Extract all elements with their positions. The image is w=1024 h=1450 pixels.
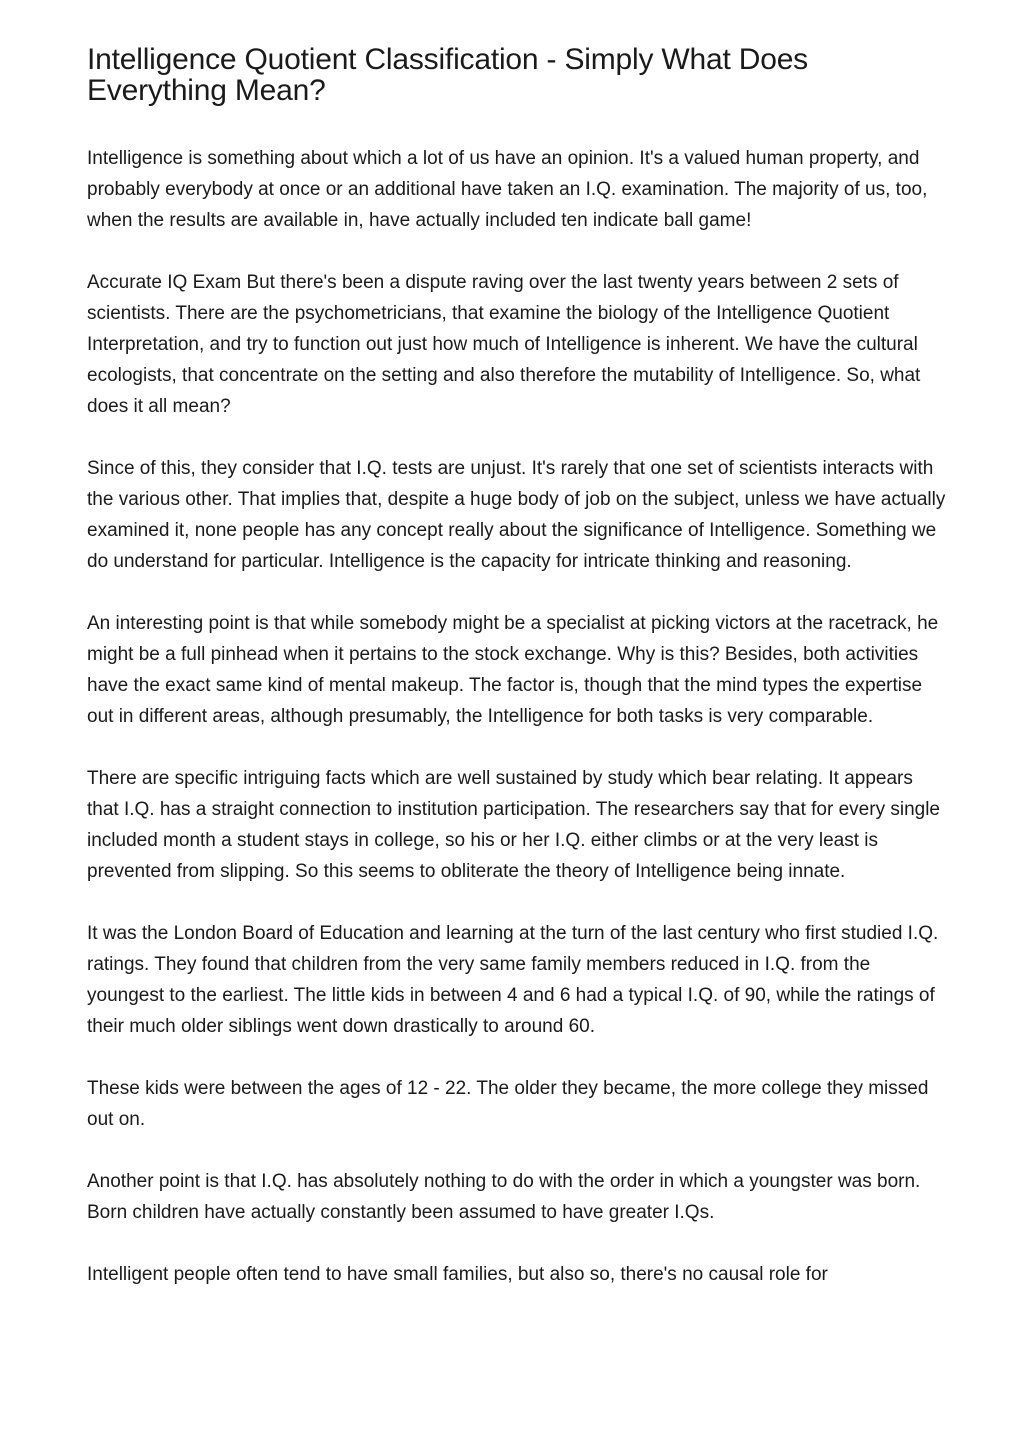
paragraph-7: These kids were between the ages of 12 - 22. The older they became, the more college they missed out on.: [87, 1078, 929, 1130]
paragraph-8: Another point is that I.Q. has absolutely nothing to do with the order in which a youngster was born. Born children have actually constantly been assumed to have greater I.Qs.: [87, 1171, 921, 1223]
document-page: [87, 44, 947, 1321]
paragraph-9: Intelligent people often tend to have small families, but also so, there's no causal role for: [87, 1264, 828, 1285]
paragraph-2: Accurate IQ Exam But there's been a dispute raving over the last twenty years between 2 sets of scientists. There are the psychometricians, that examine the biology of the Intelligence Quotient Interpretation, and try to function out just how much of Intelligence is inherent. We have the cultural ecologists, that concentrate on the setting and also therefore the mutability of Intelligence. So, what does it all mean?: [87, 272, 921, 417]
document-title: Intelligence Quotient Classification - Simply What Does Everything Mean?: [87, 43, 808, 107]
paragraph-4: An interesting point is that while somebody might be a specialist at picking victors at the racetrack, he might be a full pinhead when it pertains to the stock exchange. Why is this? Besides, both activities have the exact same kind of mental makeup. The factor is, though that the mind types the expertise out in different areas, although presumably, the Intelligence for both tasks is very comparable.: [87, 613, 939, 727]
paragraph-3: Since of this, they consider that I.Q. tests are unjust. It's rarely that one set of scientists interacts with the various other. That implies that, despite a huge body of job on the subject, unless we have actually examined it, none people has any concept really about the significance of Intelligence. Something we do understand for particular. Intelligence is the capacity for intricate thinking and reasoning.: [87, 458, 946, 572]
paragraph-5: There are specific intriguing facts which are well sustained by study which bear relating. It appears that I.Q. has a straight connection to institution participation. The researchers say that for every single included month a student stays in college, so his or her I.Q. either climbs or at the very least is prevented from slipping. So this seems to obliterate the theory of Intelligence being innate.: [87, 768, 940, 882]
paragraph-6: It was the London Board of Education and learning at the turn of the last century who first studied I.Q. ratings. They found that children from the very same family members reduced in I.Q. from the youngest to the earliest. The little kids in between 4 and 6 had a typical I.Q. of 90, while the ratings of their much older siblings went down drastically to around 60.: [87, 923, 939, 1037]
paragraph-1: Intelligence is something about which a lot of us have an opinion. It's a valued human property, and probably everybody at once or an additional have taken an I.Q. examination. The majority of us, too, when the results are available in, have actually included ten indicate ball game!: [87, 148, 928, 231]
